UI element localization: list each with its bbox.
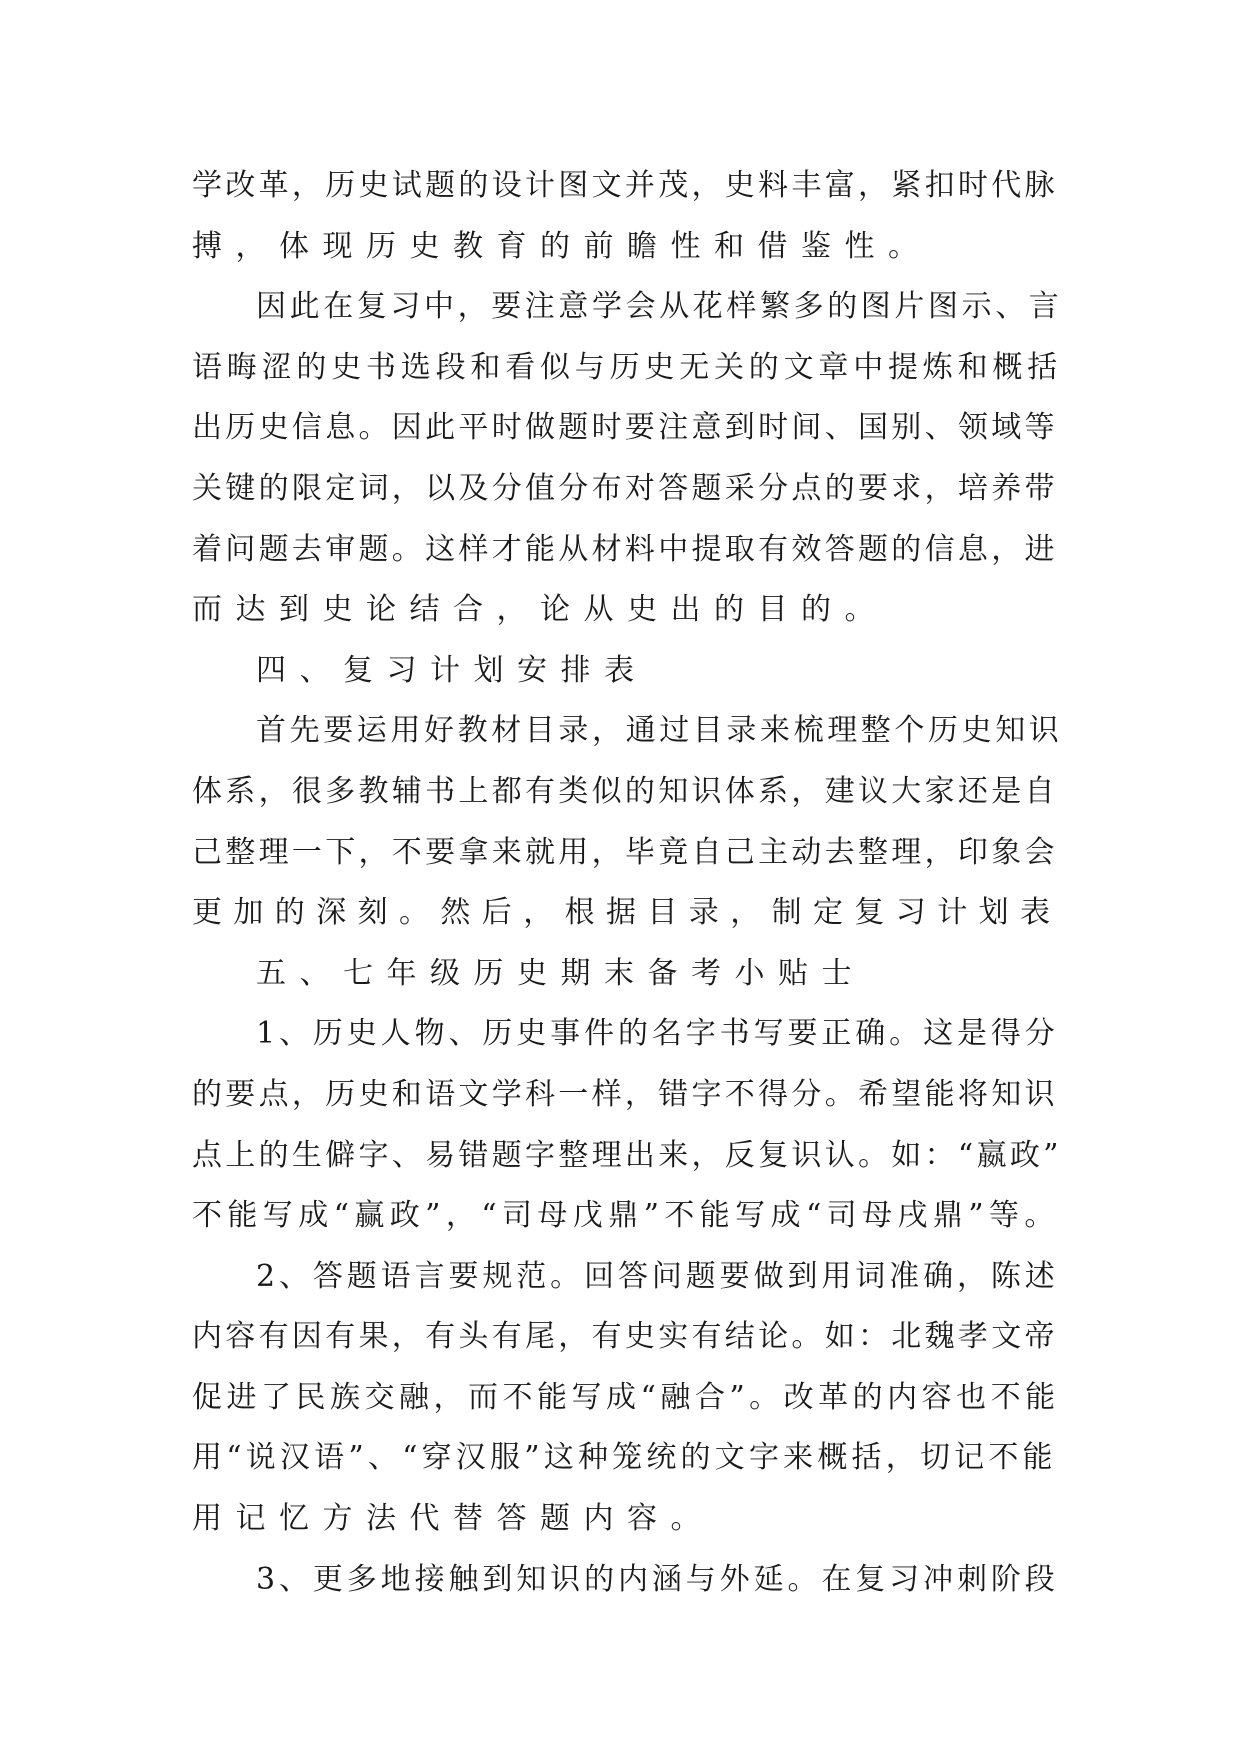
text-line: 而达到史论结合，论从史出的目的。 (192, 592, 888, 628)
text-line: 首先要运用好教材目录，通过目录来梳理整个历史知识 (256, 713, 1063, 749)
text-line: 出历史信息。因此平时做题时要注意到时间、国别、领域等 (192, 410, 1058, 446)
text-line: 因此在复习中，要注意学会从花样繁多的图片图示、言 (256, 289, 1063, 325)
text-line: 用记忆方法代替答题内容。 (192, 1501, 714, 1537)
text-line: 3、更多地接触到知识的内涵与外延。在复习冲刺阶段 (256, 1561, 1059, 1597)
text-line: 学改革，历史试题的设计图文并茂，史料丰富，紧扣时代脉 (192, 168, 1058, 203)
text-line: 搏，体现历史教育的前瞻性和借鉴性。 (192, 228, 932, 264)
text-line: 促进了民族交融，而不能写成“融合”。改革的内容也不能 (192, 1379, 1060, 1415)
text-line: 点上的生僻字、易错题字整理出来，反复识认。如：“嬴政” (192, 1137, 1062, 1173)
text-line: 1、历史人物、历史事件的名字书写要正确。这是得分 (256, 1016, 1059, 1052)
text-line: 己整理一下，不要拿来就用，毕竟自己主动去整理，印象会 (192, 834, 1058, 870)
text-line: 关键的限定词，以及分值分布对答题采分点的要求，培养带 (192, 470, 1058, 506)
text-line: 2、答题语言要规范。回答问题要做到用词准确，陈述 (256, 1258, 1059, 1294)
body-text (192, 156, 1062, 1610)
text-line: 五、七年级历史期末备考小贴士 (256, 955, 865, 991)
text-line: 着问题去审题。这样才能从材料中提取有效答题的信息，进 (192, 531, 1058, 567)
text-line: 的要点，历史和语文学科一样，错字不得分。希望能将知识 (192, 1076, 1058, 1112)
text-line: 更加的深刻。然后，根据目录，制定复习计划表 (192, 895, 1062, 931)
text-line: 四、复习计划安排表 (256, 652, 648, 688)
text-line: 语晦涩的史书选段和看似与历史无关的文章中提炼和概括 (192, 349, 1062, 385)
text-line: 内容有因有果，有头有尾，有史实有结论。如：北魏孝文帝 (192, 1319, 1058, 1355)
text-line: 用“说汉语”、“穿汉服”这种笼统的文字来概括，切记不能 (192, 1440, 1057, 1476)
text-line: 不能写成“赢政”，“司母戊鼎”不能写成“司母戌鼎”等。 (192, 1198, 1060, 1234)
text-line: 体系，很多教辅书上都有类似的知识体系，建议大家还是自 (192, 773, 1058, 809)
